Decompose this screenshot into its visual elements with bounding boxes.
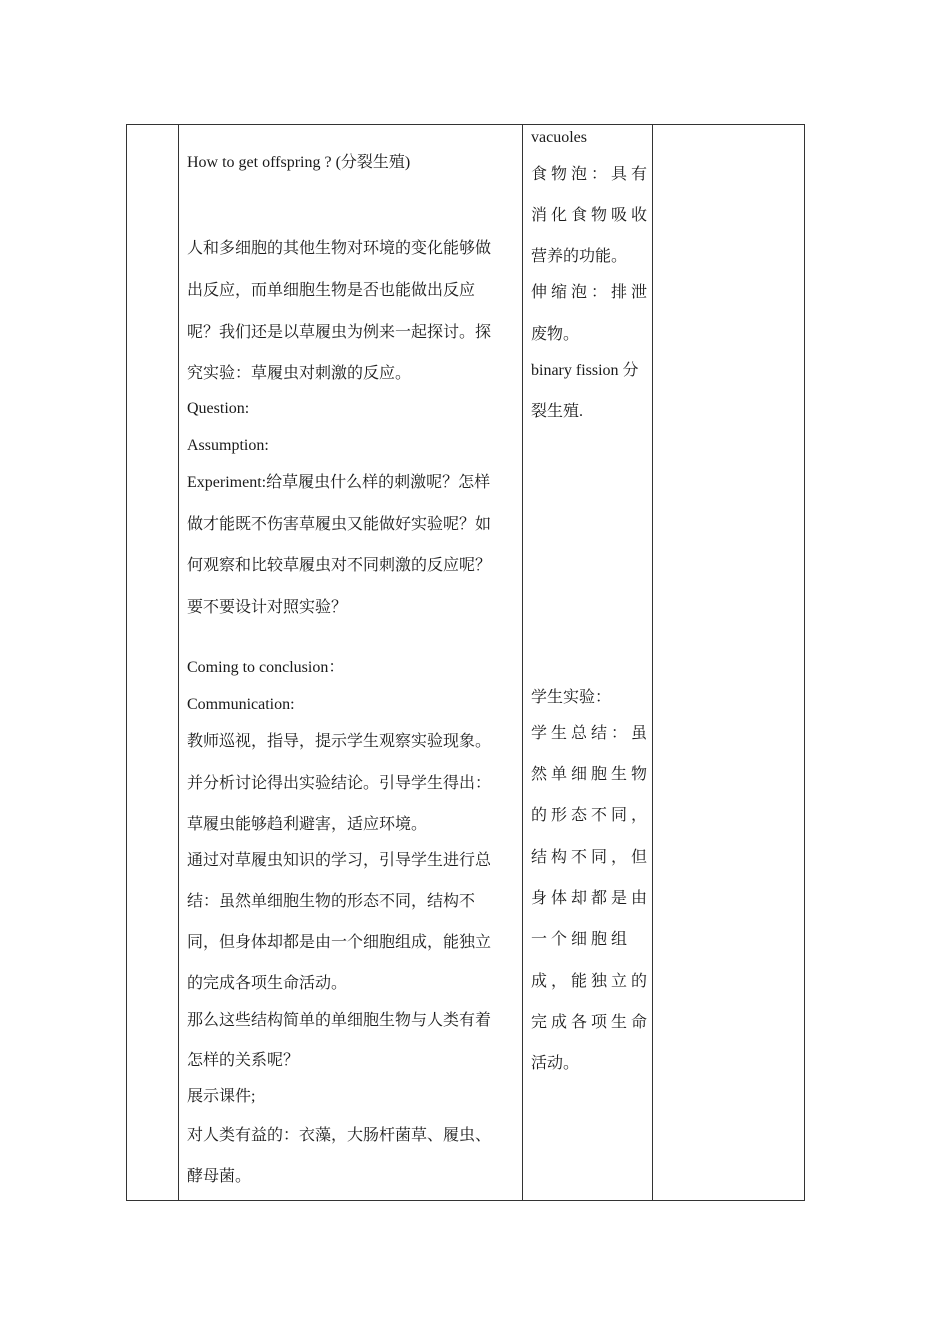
text-line: 通过对草履虫知识的学习，引导学生进行总	[187, 852, 492, 869]
text-line: 学生实验：	[531, 689, 612, 706]
text-line: 教师巡视，指导，提示学生观察实验现象。	[187, 733, 492, 750]
text-line: 那么这些结构简单的单细胞生物与人类有着	[187, 1012, 492, 1029]
text-line: 消化食物吸收	[531, 207, 652, 224]
text-line: 结：虽然单细胞生物的形态不同，结构不	[187, 893, 476, 910]
text-line: 的完成各项生命活动。	[187, 975, 348, 992]
text-line: 人和多细胞的其他生物对环境的变化能够做	[187, 240, 492, 257]
text-line: 然单细胞生物	[531, 766, 652, 783]
text-line: 伸缩泡：排泄	[531, 284, 652, 301]
text-line: 成，能独立的	[531, 973, 652, 990]
text-line: Assumption:	[187, 437, 269, 454]
text-line: Coming to conclusion：	[187, 659, 345, 676]
text-line: 怎样的关系呢？	[187, 1052, 300, 1069]
text-line: 何观察和比较草履虫对不同刺激的反应呢？	[187, 557, 492, 574]
text-line: 并分析讨论得出实验结论。引导学生得出：	[187, 775, 492, 792]
text-line: 呢？我们还是以草履虫为例来一起探讨。探	[187, 324, 492, 341]
text-line: 活动。	[531, 1055, 580, 1072]
text-line: Communication:	[187, 696, 295, 713]
text-line: vacuoles	[531, 129, 587, 146]
column-empty-left	[127, 125, 179, 1200]
column-student-activity	[523, 125, 653, 1200]
text-line: How to get offspring ? (分裂生殖)	[187, 154, 411, 171]
text-line: 身体却都是由	[531, 890, 652, 907]
text-line: 要不要设计对照实验？	[187, 599, 348, 616]
text-line: 食物泡：具有	[531, 166, 652, 183]
text-line: 同，但身体却都是由一个细胞组成，能独立	[187, 934, 492, 951]
column-empty-right	[653, 125, 804, 1200]
lesson-table	[126, 124, 805, 1201]
column-teaching-content	[179, 125, 523, 1200]
text-line: 对人类有益的：衣藻，大肠杆菌草、履虫、	[187, 1127, 492, 1144]
text-line: 展示课件;	[187, 1088, 256, 1105]
text-line: 结构不同，但	[531, 849, 652, 866]
text-line: 做才能既不伤害草履虫又能做好实验呢？如	[187, 516, 492, 533]
text-line: 营养的功能。	[531, 248, 628, 265]
text-line: 出反应，而单细胞生物是否也能做出反应	[187, 282, 476, 299]
text-line: 究实验：草履虫对刺激的反应。	[187, 365, 412, 382]
text-line: Question:	[187, 400, 250, 417]
text-line: 学生总结：虽	[531, 725, 652, 742]
text-line: 裂生殖.	[531, 403, 584, 420]
text-line: 酵母菌。	[187, 1168, 252, 1185]
text-line: 完成各项生命	[531, 1014, 652, 1031]
text-line: Experiment:给草履虫什么样的刺激呢？怎样	[187, 474, 491, 491]
text-line: 一 个 细 胞 组	[531, 931, 628, 948]
text-line: binary fission 分	[531, 362, 639, 379]
text-line: 废物。	[531, 326, 580, 343]
text-line: 草履虫能够趋利避害，适应环境。	[187, 816, 428, 833]
text-line: 的形态不同，	[531, 807, 652, 824]
